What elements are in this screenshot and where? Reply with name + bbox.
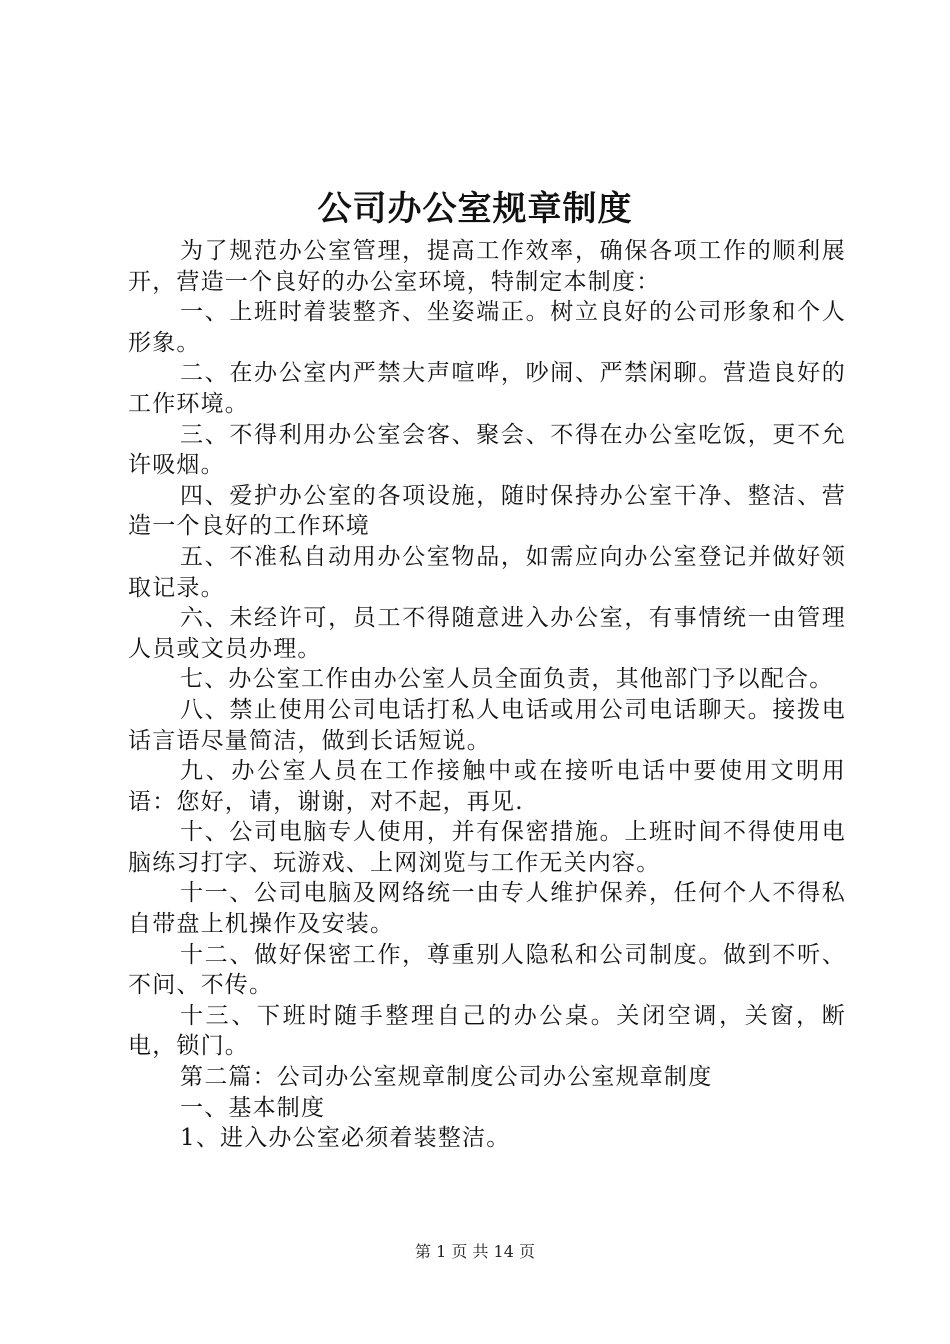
- section-heading-basic-rules: 一、基本制度: [180, 1094, 326, 1121]
- paragraph-rule-10: 十、公司电脑专人使用，并有保密措施。上班时间不得使用电脑练习打字、玩游戏、上网浏览与工作无关内容。: [128, 819, 846, 876]
- paragraph-rule-4: 四、爱护办公室的各项设施，随时保持办公室干净、整洁、营造一个良好的工作环境: [128, 482, 846, 540]
- paragraph-rule-11: 十一、公司电脑及网络统一由专人维护保养，任何个人不得私自带盘上机操作及安装。: [128, 880, 846, 938]
- paragraph-rule-13: 十三、下班时随手整理自己的办公桌。关闭空调，关窗，断电，锁门。: [128, 1002, 846, 1060]
- document-body: [128, 236, 846, 1154]
- paragraph-basic-rule-1: 1、进入办公室必须着装整洁。: [180, 1125, 511, 1152]
- paragraph-rule-7: 七、办公室工作由办公室人员全面负责，其他部门予以配合。: [180, 666, 834, 693]
- paragraph-rule-9: 九、办公室人员在工作接触中或在接听电话中要使用文明用语：您好，请，谢谢，对不起，再见.: [128, 758, 846, 815]
- page-number-footer: 第 1 页 共 14 页: [415, 1242, 535, 1261]
- paragraph-rule-2: 二、在办公室内严禁大声喧哗，吵闹、严禁闲聊。营造良好的工作环境。: [128, 360, 846, 417]
- paragraph-rule-12: 十二、做好保密工作，尊重别人隐私和公司制度。做到不听、不问、不传。: [128, 941, 846, 999]
- section-heading-part-two: 第二篇：公司办公室规章制度公司办公室规章制度: [180, 1064, 713, 1091]
- paragraph-rule-6: 六、未经许可，员工不得随意进入办公室，有事情统一由管理人员或文员办理。: [128, 605, 846, 662]
- document-title: 公司办公室规章制度: [317, 189, 633, 229]
- paragraph-rule-5: 五、不准私自动用办公室物品，如需应向办公室登记并做好领取记录。: [128, 543, 846, 601]
- paragraph-rule-8: 八、禁止使用公司电话打私人电话或用公司电话聊天。接拨电话言语尽量简洁，做到长话短说。: [128, 696, 846, 754]
- paragraph-intro: 为了规范办公室管理，提高工作效率，确保各项工作的顺利展开，营造一个良好的办公室环境，特制定本制度：: [128, 238, 846, 295]
- paragraph-rule-3: 三、不得利用办公室会客、聚会、不得在办公室吃饭，更不允许吸烟。: [128, 421, 846, 479]
- paragraph-rule-1: 一、上班时着装整齐、坐姿端正。树立良好的公司形象和个人形象。: [128, 299, 846, 356]
